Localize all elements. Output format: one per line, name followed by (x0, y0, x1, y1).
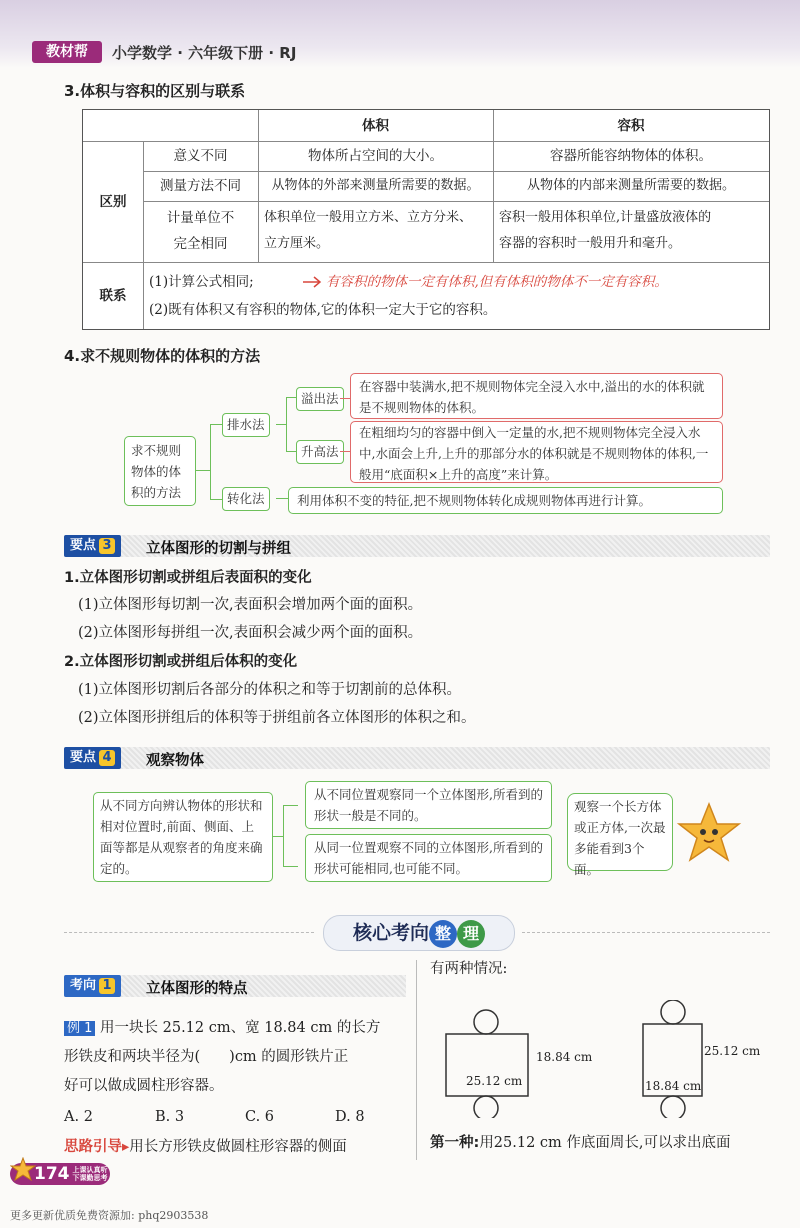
page-number-badge: 174 上课认真听 下课勤思考 (10, 1163, 110, 1185)
rise-desc: 在粗细均匀的容器中倒入一定量的水,把不规则物体完全浸入水中,水面会上升,上升的那部分水的体积就是不规则物体的体积,一般用“底面积×上升的高度”来计算。 (350, 421, 723, 483)
point3-p3: (1)立体图形切割后各部分的体积之和等于切割前的总体积。 (78, 682, 462, 698)
row-capacity: 容器所能容纳物体的体积。 (550, 148, 712, 164)
footer-note: 更多更新优质免费资源加: phq2903538 (10, 1209, 209, 1222)
fig1-width: 25.12 cm (466, 1074, 523, 1088)
kx1-title: 立体图形的特点 (146, 981, 248, 997)
link-item-1: (1)计算公式相同; (149, 274, 254, 290)
link-item-2: (2)既有体积又有容积的物体,它的体积一定大于它的容积。 (149, 302, 497, 318)
first-case-line: 第一种:用25.12 cm 作底面周长,可以求出底面 (430, 1135, 731, 1151)
row-capacity: 容器的容积时一般用升和毫升。 (499, 236, 682, 251)
transform-desc: 利用体积不变的特征,把不规则物体转化成规则物体再进行计算。 (288, 487, 723, 514)
col-capacity-header: 容积 (617, 118, 645, 134)
column-divider (416, 960, 417, 1160)
transform-method: 转化法 (222, 487, 270, 511)
star-mascot-icon (676, 802, 742, 864)
row-name: 完全相同 (173, 236, 228, 252)
example-line-3: 好可以做成圆柱形容器。 (64, 1078, 224, 1094)
point3-p4: (2)立体图形拼组后的体积等于拼组前各立体图形的体积之和。 (78, 710, 476, 726)
point3-p1: (1)立体图形每切割一次,表面积会增加两个面的面积。 (78, 597, 423, 613)
arrow-icon (301, 275, 323, 289)
root-box: 求不规则 物体的体 积的方法 (124, 436, 196, 506)
col-volume-header: 体积 (362, 118, 389, 134)
right-intro: 有两种情况: (430, 961, 508, 977)
star-logo-icon (10, 1157, 36, 1183)
diff-label: 区别 (99, 194, 127, 210)
example-line-1: 例 1 用一块长 25.12 cm、宽 18.84 cm 的长方 (64, 1017, 380, 1040)
fig2-height: 25.12 cm (704, 1044, 761, 1058)
point3-h2: 2.立体图形切割或拼组后体积的变化 (64, 654, 298, 670)
row-capacity: 容积一般用体积单位,计量盛放液体的 (499, 210, 712, 225)
kx1-badge: 考向 1 (64, 975, 121, 997)
overflow-desc: 在容器中装满水,把不规则物体完全浸入水中,溢出的水的体积就是不规则物体的体积。 (350, 373, 723, 419)
book-title: 小学数学 · 六年级下册 · RJ (112, 44, 297, 62)
option-a: A. 2 (64, 1109, 93, 1125)
option-c: C. 6 (245, 1109, 275, 1125)
point3-p2: (2)立体图形每拼组一次,表面积会减少两个面的面积。 (78, 625, 423, 641)
comparison-table (82, 109, 770, 330)
point4-title: 观察物体 (146, 753, 204, 769)
row-name: 测量方法不同 (160, 178, 241, 194)
hint-line: 思路引导▸用长方形铁皮做圆柱形容器的侧面 (64, 1139, 347, 1155)
row-volume: 物体所占空间的大小。 (308, 148, 443, 164)
row-capacity: 从物体的内部来测量所需要的数据。 (526, 178, 735, 193)
point3-title: 立体图形的切割与拼组 (146, 541, 291, 557)
observe-same-shape: 从不同位置观察同一个立体图形,所看到的形状一般是不同的。 (305, 781, 552, 829)
fig1-height: 18.84 cm (536, 1050, 593, 1064)
observe-diff-shape: 从同一位置观察不同的立体图形,所看到的形状可能相同,也可能不同。 (305, 834, 552, 882)
fig2-width: 18.84 cm (645, 1079, 702, 1093)
link-label: 联系 (99, 288, 127, 304)
point3-badge: 要点 3 (64, 535, 121, 557)
row-name: 计量单位不 (166, 210, 235, 226)
rise-method: 升高法 (296, 440, 344, 464)
drain-method: 排水法 (222, 413, 270, 437)
row-volume: 体积单位一般用立方米、立方分米、 (264, 210, 473, 225)
option-b: B. 3 (155, 1109, 185, 1125)
option-d: D. 8 (335, 1109, 365, 1125)
example-line-2: 形铁皮和两块半径为( )cm 的圆形铁片正 (64, 1049, 349, 1065)
brand-badge: 教材帮 (32, 41, 102, 63)
point4-badge: 要点 4 (64, 747, 121, 769)
observe-main-box: 从不同方向辨认物体的形状和相对位置时,前面、侧面、上面等都是从观察者的角度来确定的。 (93, 792, 273, 882)
observe-speech-bubble: 观察一个长方体或正方体,一次最多能看到3个面。 (567, 793, 673, 871)
cylinder-net-figures (436, 1000, 776, 1118)
sec4-title: 4.求不规则物体的体积的方法 (64, 347, 261, 365)
sec3-title: 3.体积与容积的区别与联系 (64, 82, 246, 100)
core-heading: 核心考向 整 理 (323, 915, 515, 951)
row-name: 意义不同 (173, 148, 228, 164)
row-volume: 立方厘米。 (264, 236, 330, 251)
point3-h1: 1.立体图形切割或拼组后表面积的变化 (64, 570, 312, 586)
row-volume: 从物体的外部来测量所需要的数据。 (271, 178, 480, 193)
overflow-method: 溢出法 (296, 387, 344, 411)
link-note: 有容积的物体一定有体积,但有体积的物体不一定有容积。 (326, 274, 668, 290)
